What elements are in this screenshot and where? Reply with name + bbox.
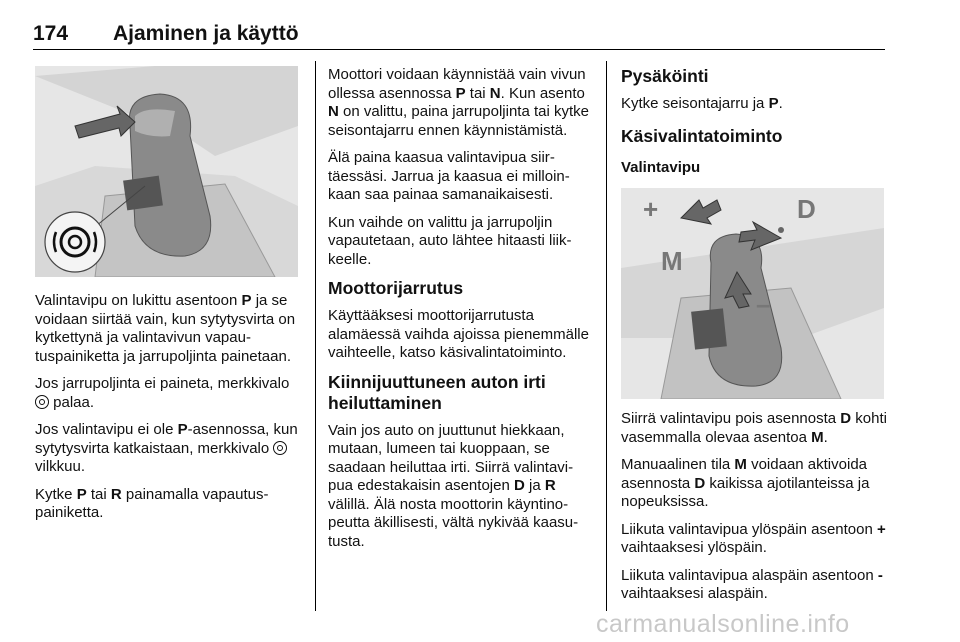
manual-mode-illustration xyxy=(621,188,884,399)
m-label: M xyxy=(661,246,683,276)
paragraph: Siirrä valintavipu pois asennosta D kohti vasemmalla olevaa asentoa M. xyxy=(621,410,887,446)
paragraph: Kun vaihde on valittu ja jarrupoljin vapautetaan, auto lähtee hitaasti liikkeelle. xyxy=(328,213,572,268)
plus-label: + xyxy=(643,194,659,224)
paragraph: Kytke seisontajarru ja P. xyxy=(621,95,783,112)
gear-selector-illustration xyxy=(35,66,298,277)
heading-kasivalintatoiminto: Käsivalintatoiminto xyxy=(621,125,783,146)
column-divider-2 xyxy=(606,61,607,611)
d-label: D xyxy=(797,194,816,224)
heading-kiinnijuuttuneen: Kiinnijuuttuneen auton irti heiluttaminen xyxy=(328,371,546,413)
heading-pysakointi: Pysäköinti xyxy=(621,66,709,86)
page-number: 174 xyxy=(33,22,69,45)
paragraph: Moottori voidaan käynnistää vain vivun ollessa asennossa P tai N. Kun asento N on valittu, paina jarrupoljinta tai kytke seisontajarru ennen käynnistämistä. xyxy=(328,66,589,139)
column-3 xyxy=(621,66,889,185)
paragraph: Manuaalinen tila M voidaan aktivoida asennosta D kaikissa ajotilanteissa ja nopeuksissa. xyxy=(621,456,870,510)
paragraph: Käyttääksesi moottorijarrutusta alamäessä vaihda ajoissa pienemmälle vaihteelle, katso käsivalintatoiminto. xyxy=(328,307,589,361)
paragraph: Jos valintavipu ei ole P-asennossa, kun sytytysvirta katkaistaan, merkkivalo vilkkuu. xyxy=(35,421,298,475)
paragraph: Liikuta valintavipua ylöspäin asentoon + vaihtaaksesi ylöspäin. xyxy=(621,520,886,556)
paragraph: Liikuta valintavipua alaspäin asentoon - vaihtaaksesi alaspäin. xyxy=(621,566,883,602)
paragraph: Vain jos auto on juuttunut hiekkaan, mutaan, lumeen tai kuoppaan, se saadaan heiluttaa irti. Siirrä valintavipua edestakaisin asentojen D ja R välillä. Älä nosta moottorin käyntinopeutta äkillisesti, vältä nykivää kaasutusta. xyxy=(328,421,579,550)
brake-lamp-icon xyxy=(273,441,287,455)
column-1 xyxy=(35,292,300,532)
watermark: carmanualsonline.info xyxy=(596,610,850,638)
column-divider-1 xyxy=(315,61,316,611)
heading-moottorijarrutus: Moottorijarrutus xyxy=(328,278,464,298)
column-2 xyxy=(328,66,593,560)
page-header xyxy=(33,22,885,50)
paragraph: Jos jarrupoljinta ei paineta, merkkivalo palaa. xyxy=(35,375,290,411)
heading-valintavipu: Valintavipu xyxy=(621,158,701,176)
column-3-lower xyxy=(621,410,889,613)
header-rule xyxy=(33,49,885,50)
paragraph: Älä paina kaasua valintavipua siirtäessäsi. Jarrua ja kaasua ei milloinkaan saa painaa samanaikaisesti. xyxy=(328,149,570,203)
minus-label: – xyxy=(756,289,771,319)
brake-lamp-icon xyxy=(35,395,49,409)
paragraph: Valintavipu on lukittu asentoon P ja se voidaan siirtää vain, kun sytytysvirta on kytkettynä ja valintavivun vapautuspainiketta ja jarrupoljinta painetaan. xyxy=(35,292,296,365)
paragraph: Kytke P tai R painamalla vapautuspainiketta. xyxy=(35,485,269,521)
page-title: Ajaminen ja käyttö xyxy=(113,22,299,45)
